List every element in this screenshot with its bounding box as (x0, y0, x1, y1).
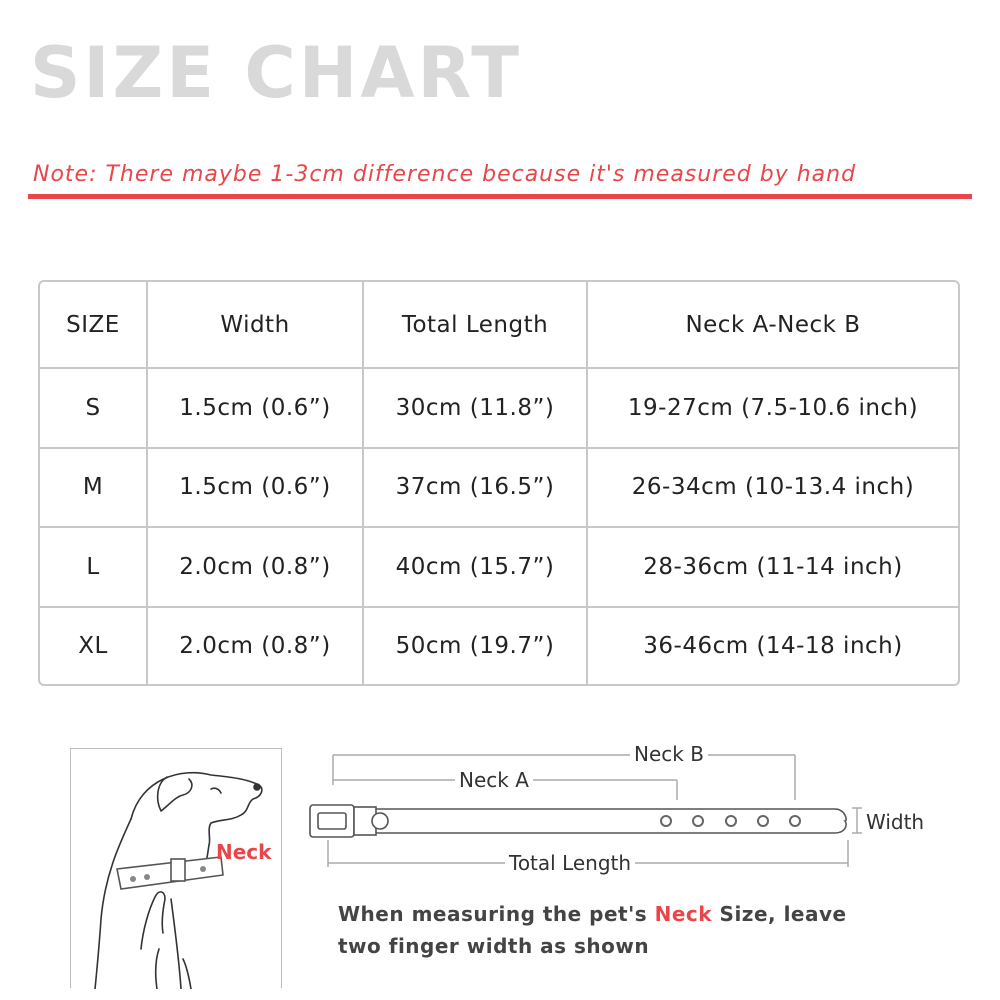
header-size: SIZE (40, 282, 147, 368)
width-cell: 2.0cm (0.8”) (147, 607, 363, 684)
table-header-row (40, 282, 958, 368)
neck-cell: 28-36cm (11-14 inch) (587, 527, 958, 607)
width-label: Width (862, 810, 928, 834)
width-cell: 2.0cm (0.8”) (147, 527, 363, 607)
header-neck-range: Neck A-Neck B (587, 282, 958, 368)
neck-cell: 36-46cm (14-18 inch) (587, 607, 958, 684)
total-length-label: Total Length (505, 851, 635, 875)
size-cell: M (40, 448, 147, 528)
neck-b-label: Neck B (630, 742, 708, 766)
header-width: Width (147, 282, 363, 368)
caption-text: Size, leave (712, 902, 847, 926)
neck-cell: 19-27cm (7.5-10.6 inch) (587, 368, 958, 448)
page-title: SIZE CHART (30, 32, 523, 114)
width-cell: 1.5cm (0.6”) (147, 368, 363, 448)
caption-highlight: Neck (654, 902, 713, 926)
table-row (40, 448, 958, 528)
caption-text: When measuring the pet's (338, 902, 655, 926)
note-underline (28, 194, 972, 199)
length-cell: 30cm (11.8”) (363, 368, 587, 448)
length-cell: 40cm (15.7”) (363, 527, 587, 607)
header-total-length: Total Length (363, 282, 587, 368)
measurement-note: Note: There maybe 1-3cm difference because it's measured by hand (33, 162, 857, 187)
neck-cell: 26-34cm (10-13.4 inch) (587, 448, 958, 528)
table-row (40, 607, 958, 684)
measuring-caption (338, 898, 847, 962)
size-table (38, 280, 960, 686)
dog-neck-illustration (71, 749, 281, 989)
neck-a-label: Neck A (455, 768, 533, 792)
size-cell: XL (40, 607, 147, 684)
width-cell: 1.5cm (0.6”) (147, 448, 363, 528)
neck-label: Neck (216, 840, 272, 864)
length-cell: 37cm (16.5”) (363, 448, 587, 528)
table-row (40, 527, 958, 607)
size-cell: L (40, 527, 147, 607)
length-cell: 50cm (19.7”) (363, 607, 587, 684)
caption-line-2: two finger width as shown (338, 934, 650, 958)
dog-illustration-frame (70, 748, 282, 988)
table-row (40, 368, 958, 448)
size-cell: S (40, 368, 147, 448)
